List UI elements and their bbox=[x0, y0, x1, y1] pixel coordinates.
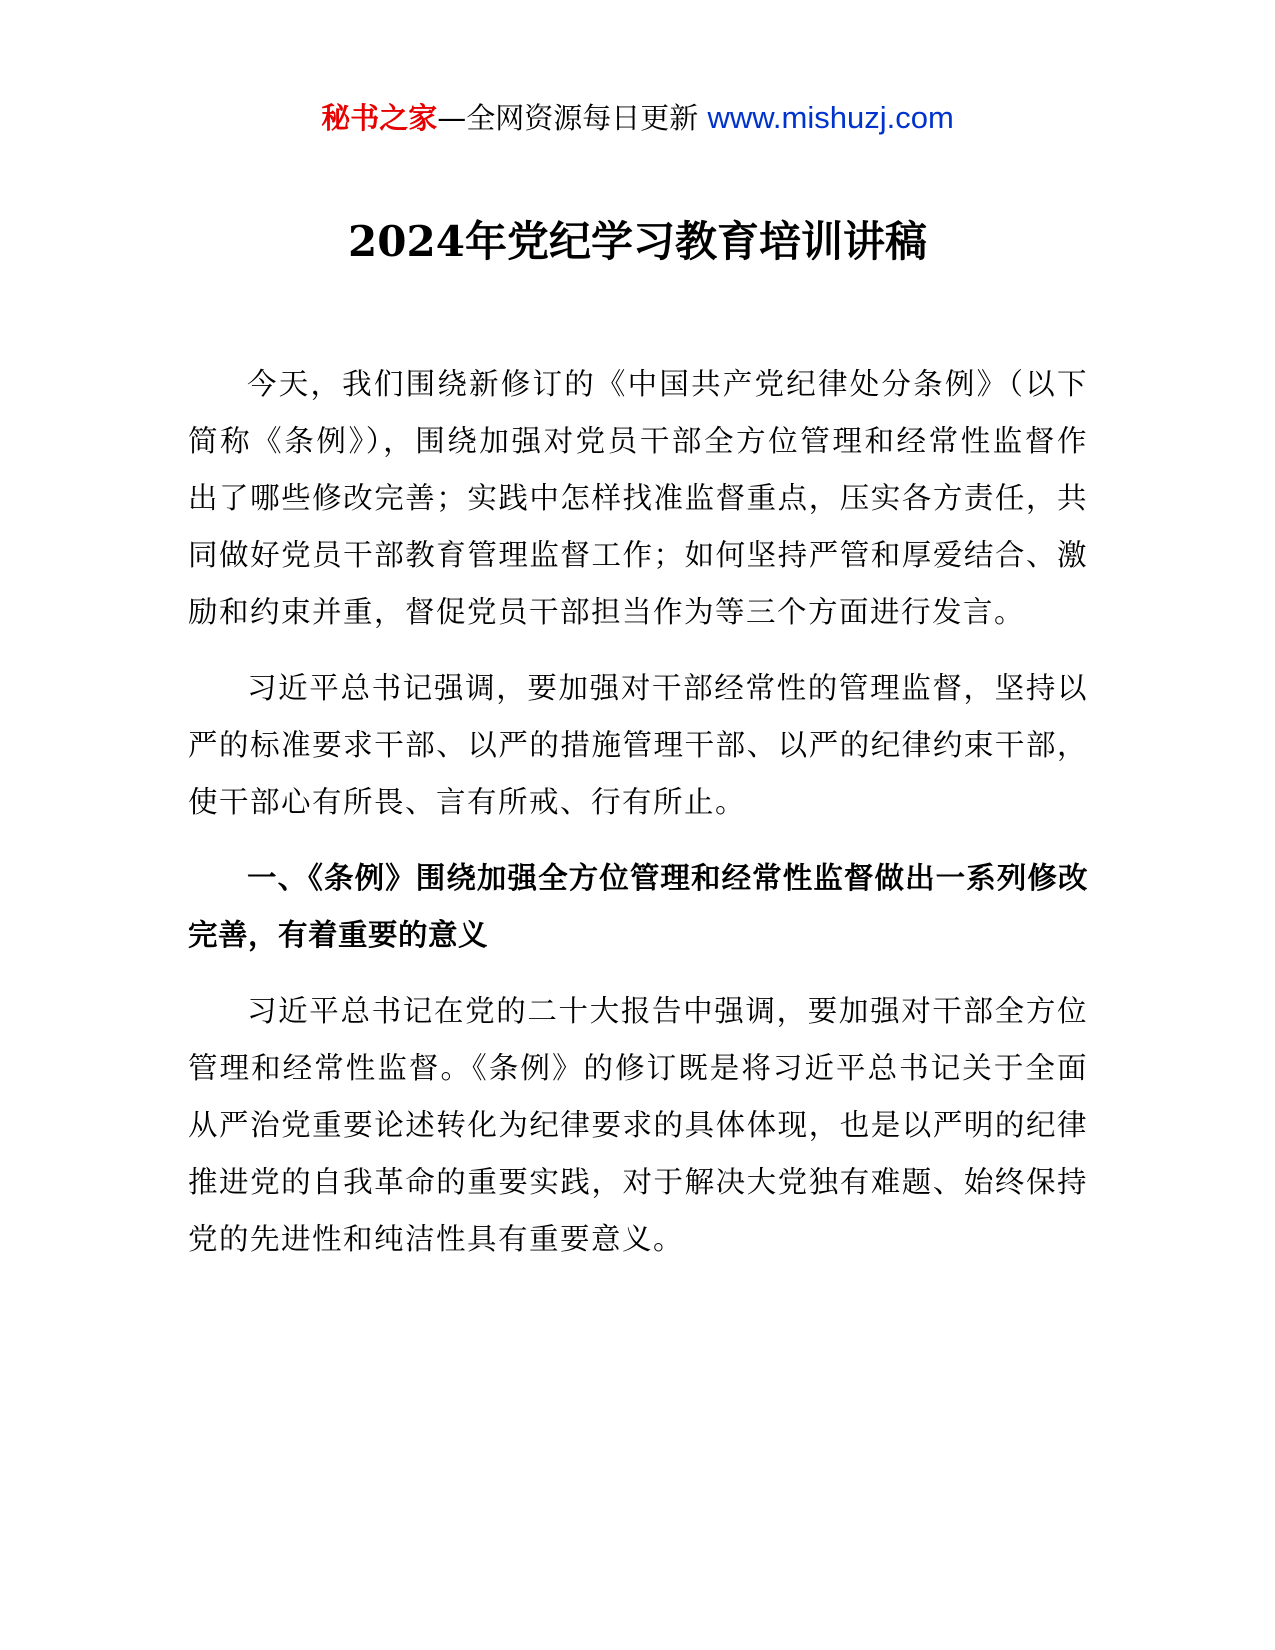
intro-paragraph: 今天，我们围绕新修订的《中国共产党纪律处分条例》（以下简称《条例》），围绕加强对党员干部全方位管理和经常性监督作出了哪些修改完善；实践中怎样找准监督重点，压实各方责任，共同做好党员干部教育管理监督工作；如何坚持严管和厚爱结合、激励和约束并重，督促党员干部担当作为等三个方面进行发言。 bbox=[188, 367, 1088, 629]
section-heading-1: 一、《条例》围绕加强全方位管理和经常性监督做出一系列修改完善，有着重要的意义 bbox=[188, 861, 1088, 952]
header-slogan: —全网资源每日更新 bbox=[437, 101, 708, 135]
document-body bbox=[188, 356, 1088, 1287]
section-paragraph-1: 习近平总书记在党的二十大报告中强调，要加强对干部全方位管理和经常性监督。《条例》的修订既是将习近平总书记关于全面从严治党重要论述转化为纪律要求的具体体现，也是以严明的纪律推进党的自我革命的重要实践，对于解决大党独有难题、始终保持党的先进性和纯洁性具有重要意义。 bbox=[188, 994, 1088, 1256]
quote-paragraph: 习近平总书记强调，要加强对干部经常性的管理监督，坚持以严的标准要求干部、以严的措施管理干部、以严的纪律约束干部，使干部心有所畏、言有所戒、行有所止。 bbox=[188, 671, 1088, 819]
document-title: 2024年党纪学习教育培训讲稿 bbox=[348, 217, 927, 266]
site-header bbox=[0, 96, 1275, 140]
brand-name: 秘书之家 bbox=[321, 101, 438, 135]
site-url-link[interactable]: www.mishuzj.com bbox=[707, 100, 954, 135]
